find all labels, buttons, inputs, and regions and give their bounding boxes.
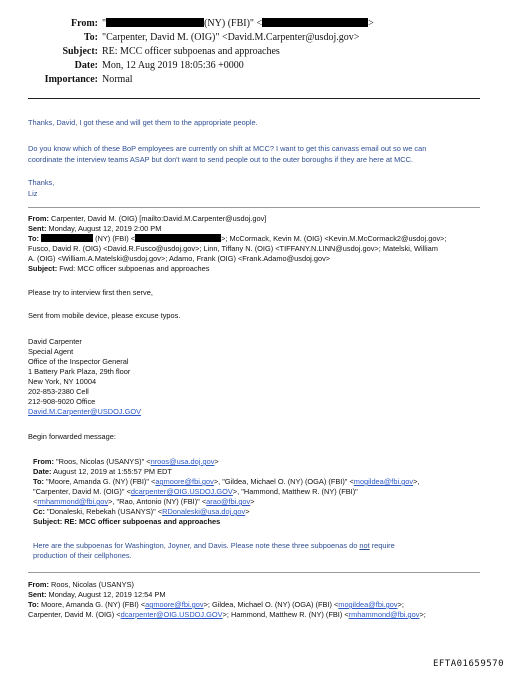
email-link[interactable]: dcarpenter@OIG.USDOJ.GOV bbox=[130, 487, 233, 496]
to-label: To: bbox=[83, 32, 98, 43]
email-link[interactable]: rmhammond@fbi.gov bbox=[37, 497, 109, 506]
date-value: Mon, 12 Aug 2019 18:05:36 +0000 bbox=[102, 60, 244, 71]
subject-value: RE: MCC officer subpoenas and approaches bbox=[102, 46, 280, 57]
fwd2-to-cont: <rmhammond@fbi.gov>, "Rao, Antonio (NY) (FBI)" <arao@fbi.gov> bbox=[33, 497, 255, 506]
email-link[interactable]: nroos@usa.doj.gov bbox=[150, 457, 215, 466]
fwd2-to: To: "Moore, Amanda G. (NY) (FBI)" <agmoore@fbi.gov>, "Gildea, Michael O. (NY) (OGA) (FBI)" <mogildea@fbi.gov>, bbox=[33, 477, 420, 486]
fwd1-from: From: Carpenter, David M. (OIG) [mailto:David.M.Carpenter@usdoj.gov] bbox=[28, 214, 267, 223]
signature-line: 212-908-9020 Office bbox=[28, 397, 96, 406]
signature-line: 202-853-2380 Cell bbox=[28, 387, 89, 396]
fwd2-date: Date: August 12, 2019 at 1:55:57 PM EDT bbox=[33, 467, 172, 476]
email-link[interactable]: mogildea@fbi.gov bbox=[353, 477, 414, 486]
fwd2-body: production of their cellphones. bbox=[33, 551, 132, 560]
fwd1-subject: Subject: Fwd: MCC officer subpoenas and approaches bbox=[28, 264, 210, 273]
email-link[interactable]: rmhammond@fbi.gov bbox=[348, 610, 420, 619]
from-label: From: bbox=[70, 18, 98, 29]
redaction-bar bbox=[135, 234, 221, 242]
signature-email-link[interactable]: David.M.Carpenter@USDOJ.GOV bbox=[28, 407, 142, 416]
fwd1-to-cont: A. (OIG) <William.A.Matelski@usdoj.gov>; Adamo, Frank (OIG) <Frank.Adamo@usdoj.gov> bbox=[28, 254, 331, 263]
begin-forwarded: Begin forwarded message: bbox=[28, 432, 116, 441]
signature-line: 1 Battery Park Plaza, 29th floor bbox=[28, 367, 131, 376]
signature-line: New York, NY 10004 bbox=[28, 377, 97, 386]
signature-line: Office of the Inspector General bbox=[28, 357, 129, 366]
from-value: " (NY) (FBI)" < > bbox=[102, 18, 374, 29]
reply-signoff: Thanks, bbox=[28, 178, 55, 187]
redaction-bar bbox=[106, 18, 204, 27]
reply-signature: Liz bbox=[28, 189, 38, 198]
signature-line: David Carpenter bbox=[28, 337, 82, 346]
fwd2-body: Here are the subpoenas for Washington, Joyner, and Davis. Please note these three subpoenas do not require bbox=[33, 541, 395, 550]
date-label: Date: bbox=[74, 60, 98, 71]
fwd1-sent: Sent: Monday, August 12, 2019 2:00 PM bbox=[28, 224, 162, 233]
header-divider bbox=[28, 98, 480, 99]
fwd1-body: Please try to interview first then serve, bbox=[28, 288, 153, 297]
fwd2-to-cont: "Carpenter, David M. (OIG)" <dcarpenter@OIG.USDOJ.GOV>, "Hammond, Matthew R. (NY) (FBI)" bbox=[33, 487, 358, 496]
reply-line: Do you know which of these BoP employees are currently on shift at MCC? I want to get this canvass email out so we can bbox=[28, 144, 427, 153]
fwd2-cc: Cc: "Donaleski, Rebekah (USANYS)" <RDonaleski@usa.doj.gov> bbox=[33, 507, 250, 516]
email-link[interactable]: RDonaleski@usa.doj.gov bbox=[162, 507, 246, 516]
fwd3-sent: Sent: Monday, August 12, 2019 12:54 PM bbox=[28, 590, 166, 599]
fwd3-divider bbox=[28, 572, 480, 573]
fwd3-to: To: Moore, Amanda G. (NY) (FBI) <agmoore@fbi.gov>; Gildea, Michael O. (NY) (OGA) (FBI) <mogildea@fbi.gov>; bbox=[28, 600, 404, 609]
bates-number: EFTA01659570 bbox=[432, 659, 504, 669]
email-link[interactable]: agmoore@fbi.gov bbox=[155, 477, 214, 486]
email-link[interactable]: agmoore@fbi.gov bbox=[145, 600, 204, 609]
email-link[interactable]: mogildea@fbi.gov bbox=[338, 600, 398, 609]
fwd3-to-cont: Carpenter, David M. (OIG) <dcarpenter@OIG.USDOJ.GOV>; Hammond, Matthew R. (NY) (FBI) <rmhammond@fbi.gov>; bbox=[28, 610, 426, 619]
redaction-bar bbox=[262, 18, 368, 27]
reply-line: coordinate the interview teams ASAP but don't want to send people out to the outer boroughs if they are here at MCC. bbox=[28, 155, 413, 164]
signature-line: Special Agent bbox=[28, 347, 74, 356]
reply-line: Thanks, David, I got these and will get them to the appropriate people. bbox=[28, 118, 258, 127]
fwd1-to-cont: Fusco, David R. (OIG) <David.R.Fusco@usdoj.gov>; Linn, Tiffany N. (OIG) <TIFFANY.N.LINN@usdoj.gov>; Matelski, William bbox=[28, 244, 438, 253]
email-link[interactable]: dcarpenter@OIG.USDOJ.GOV bbox=[120, 610, 223, 619]
fwd2-from: From: "Roos, Nicolas (USANYS)" <nroos@usa.doj.gov> bbox=[33, 457, 219, 466]
fwd1-body: Sent from mobile device, please excuse typos. bbox=[28, 311, 181, 320]
subject-label: Subject: bbox=[62, 46, 98, 57]
email-link[interactable]: arao@fbi.gov bbox=[206, 497, 251, 506]
to-value: "Carpenter, David M. (OIG)" <David.M.Carpenter@usdoj.gov> bbox=[102, 32, 360, 43]
redaction-bar bbox=[41, 234, 93, 242]
fwd2-subject: Subject: RE: MCC officer subpoenas and approaches bbox=[33, 517, 221, 526]
reply-divider bbox=[28, 207, 480, 208]
fwd1-to: To: (NY) (FBI) < >; McCormack, Kevin M. (OIG) <Kevin.M.McCormack2@usdoj.gov>; bbox=[28, 234, 447, 243]
importance-label: Importance: bbox=[44, 74, 98, 85]
importance-value: Normal bbox=[102, 74, 133, 85]
fwd3-from: From: Roos, Nicolas (USANYS) bbox=[28, 580, 134, 589]
